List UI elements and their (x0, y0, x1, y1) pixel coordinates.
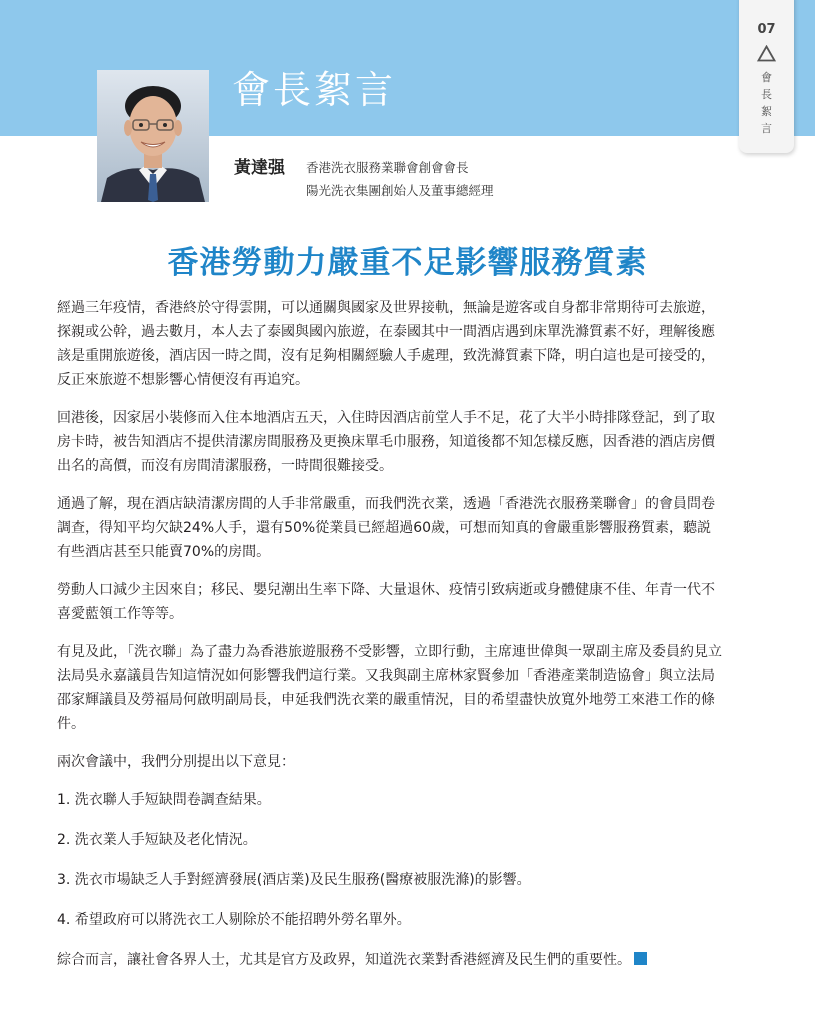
headline: 香港勞動力嚴重不足影響服務質素 (167, 245, 648, 281)
conclusion-text: 綜合而言，讓社會各界人士，尤其是官方及政界，知道洗衣業對香港經濟及民生們的重要性。 (57, 952, 631, 968)
article-body (57, 296, 723, 986)
author-portrait (97, 70, 209, 202)
author-name: 黃達强 (234, 158, 285, 178)
end-mark-icon (634, 952, 647, 965)
paragraph: 勞動人口減少主因來自；移民、嬰兒潮出生率下降、大量退休、疫情引致病逝或身體健康不佳、年青一代不喜愛藍領工作等等。 (57, 582, 715, 622)
section-title: 會長絮言 (232, 68, 397, 112)
paragraph: 經過三年疫情，香港終於守得雲開，可以通關與國家及世界接軌，無論是遊客或自身都非常期待可去旅遊，探親或公幹，過去數月，本人去了泰國與國內旅遊，在泰國其中一間酒店遇到床單洗滌質素不好，理解後應該是重開旅遊後，酒店因一時之間，沒有足夠相關經驗人手處理，致洗滌質素下降，明白這也是可接受的，反正來旅遊不想影響心情便沒有再追究。 (57, 300, 715, 388)
list-item: 4. 希望政府可以將洗衣工人剔除於不能招聘外勞名單外。 (57, 912, 411, 928)
author-role-2: 陽光洗衣集團創始人及董事總經理 (306, 183, 494, 198)
tab-label: 會 長 絮 言 (761, 71, 772, 135)
author-role-1: 香港洗衣服務業聯會創會會長 (306, 160, 469, 175)
triangle-icon (757, 45, 776, 62)
conclusion-paragraph (57, 948, 723, 972)
page-tab (739, 0, 794, 153)
list-item: 2. 洗衣業人手短缺及老化情況。 (57, 832, 257, 848)
list-item: 3. 洗衣市場缺乏人手對經濟發展(酒店業)及民生服務(醫療被服洗滌)的影響。 (57, 872, 531, 888)
paragraph: 回港後，因家居小裝修而入住本地酒店五天，入住時因酒店前堂人手不足，花了大半小時排隊登記，到了取房卡時，被告知酒店不提供清潔房間服務及更換床單毛巾服務，知道後都不知怎樣反應，因香港的酒店房價出名的高價，而沒有房間清潔服務，一時間很難接受。 (57, 410, 715, 474)
paragraph: 有見及此，「洗衣聯」為了盡力為香港旅遊服務不受影響，立即行動，主席連世偉與一眾副主席及委員約見立法局吳永嘉議員告知這情況如何影響我們這行業。又我與副主席林家賢參加「香港產業制造協會」與立法局邵家輝議員及勞福局何啟明副局長，申延我們洗衣業的嚴重情況，目的希望盡快放寬外地勞工來港工作的條件。 (57, 644, 722, 732)
list-item: 1. 洗衣聯人手短缺問卷調查結果。 (57, 792, 271, 808)
paragraph: 兩次會議中，我們分別提出以下意見： (57, 754, 295, 770)
page-number: 07 (757, 22, 776, 37)
paragraph: 通過了解，現在酒店缺清潔房間的人手非常嚴重，而我們洗衣業，透過「香港洗衣服務業聯會」的會員問卷調查，得知平均欠缺24%人手，還有50%從業員已經超過60歲，可想而知真的會嚴重影響服務質素，聽説有些酒店甚至只能賣70%的房間。 (57, 496, 715, 560)
